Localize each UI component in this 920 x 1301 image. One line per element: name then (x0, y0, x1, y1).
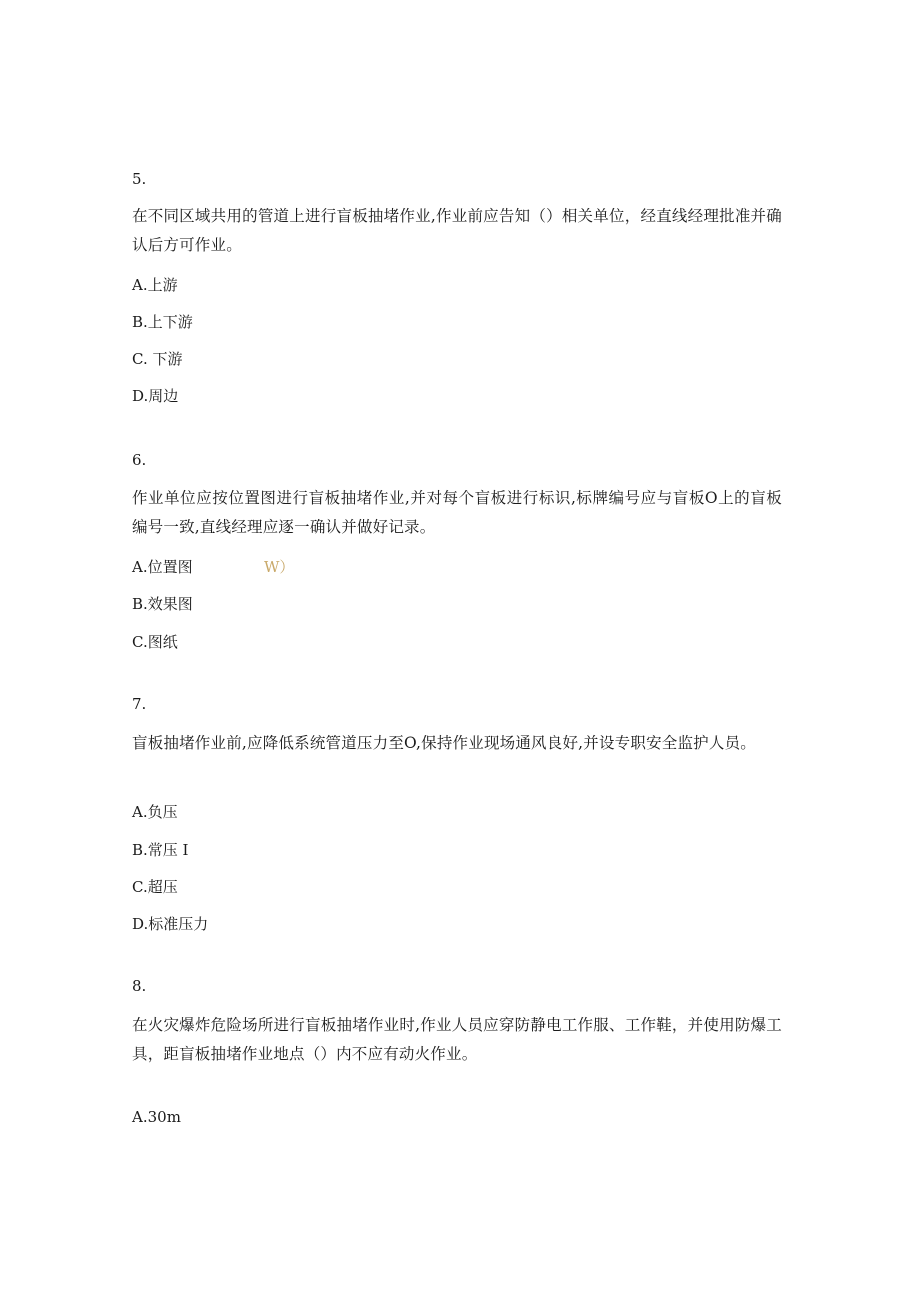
question-number: 8. (132, 977, 147, 995)
option-c: C. 下游 (132, 350, 183, 368)
option-d: D.标准压力 (132, 915, 209, 933)
question-stem: 在不同区域共用的管道上进行盲板抽堵作业,作业前应告知（）相关单位，经直线经理批准并确认后方可作业。 (132, 207, 782, 254)
question-number: 7. (132, 695, 147, 713)
question-stem: 在火灾爆炸危险场所进行盲板抽堵作业时,作业人员应穿防静电工作服、工作鞋，并使用防爆工具，距盲板抽堵作业地点（）内不应有动火作业。 (132, 1016, 782, 1063)
question-stem: 作业单位应按位置图进行盲板抽堵作业,并对每个盲板进行标识,标牌编号应与盲板O上的盲板编号一致,直线经理应逐一确认并做好记录。 (132, 489, 782, 536)
option-a: A.30m (132, 1108, 181, 1126)
question-number: 5. (132, 170, 147, 188)
option-d: D.周边 (132, 387, 179, 405)
option-b: B.上下游 (132, 313, 193, 331)
option-c: C.图纸 (132, 633, 178, 651)
option-b: B.常压 I (132, 841, 189, 859)
faint-annotation: W） (264, 558, 295, 576)
option-c: C.超压 (132, 878, 178, 896)
option-a: A.上游 (132, 276, 178, 294)
option-b: B.效果图 (132, 595, 193, 613)
option-a: A.负压 (132, 803, 178, 821)
option-a: A.位置图 (132, 558, 193, 576)
question-number: 6. (132, 451, 147, 469)
question-stem: 盲板抽堵作业前,应降低系统管道压力至O,保持作业现场通风良好,并设专职安全监护人员。 (132, 734, 756, 752)
